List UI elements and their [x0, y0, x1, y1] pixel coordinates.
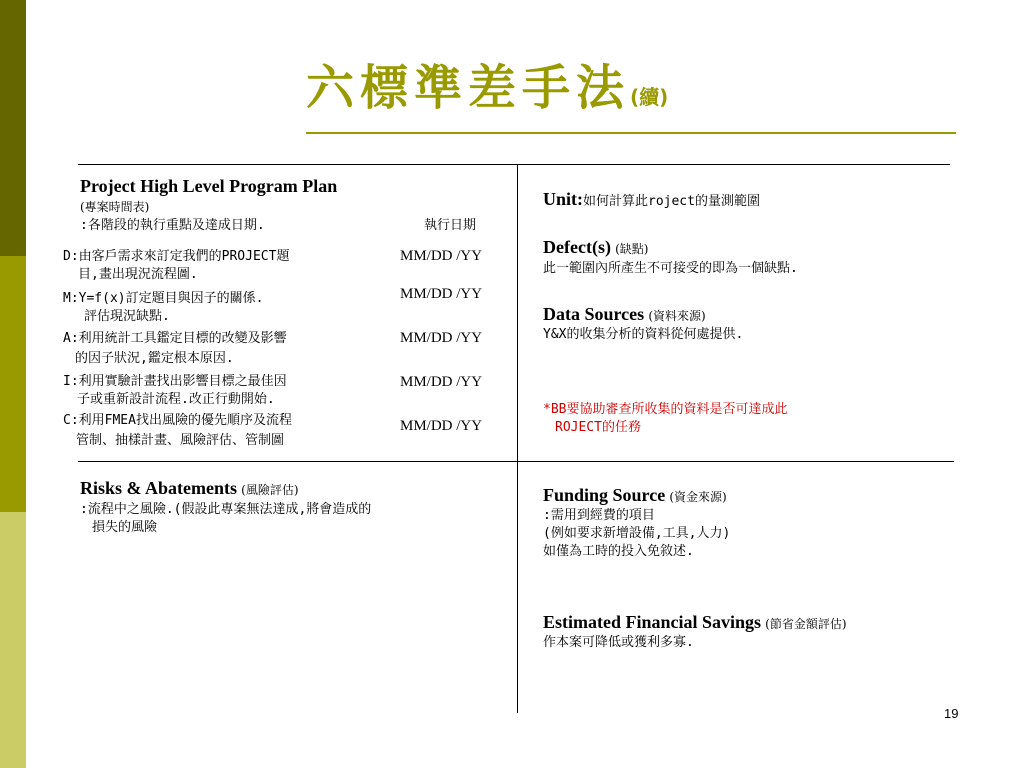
unit-description: 如何計算此roject的量測範圍	[583, 194, 760, 209]
side-bar-olive	[0, 256, 26, 512]
savings-subheading: (節省金額評估)	[765, 617, 847, 631]
phase-m-date: MM/DD /YY	[400, 286, 483, 302]
phase-a-date: MM/DD /YY	[400, 330, 483, 346]
bb-note-line2: ROJECT的任務	[555, 420, 641, 435]
savings-row	[543, 611, 847, 634]
phase-c-line2: 管制、抽樣計畫、風險評估、管制圖	[76, 433, 285, 448]
slide-title: 六標準差手法(續)	[306, 60, 669, 116]
risks-row	[80, 477, 299, 500]
funding-line3: 如僅為工時的投入免敘述.	[543, 544, 694, 559]
phase-m-line1: M:Y=f(x)訂定題目與因子的關係.	[63, 291, 264, 306]
bb-note-line1: *BB要協助審查所收集的資料是否可達成此	[543, 402, 788, 417]
phase-a-line1: A:利用統計工具鑑定目標的改變及影響	[63, 331, 287, 346]
defect-description: 此一範圍內所產生不可接受的即為一個缺點.	[543, 261, 798, 276]
phase-m-line2: 評估現況缺點.	[84, 309, 170, 324]
title-suffix: (續)	[630, 85, 669, 109]
defect-heading: Defect(s)	[543, 237, 611, 257]
page-number: 19	[944, 706, 959, 721]
plan-subheading: (專案時間表)	[80, 200, 150, 214]
phase-c-date: MM/DD /YY	[400, 418, 483, 434]
plan-heading: Project High Level Program Plan	[80, 176, 338, 196]
risks-subheading: (風險評估)	[241, 483, 299, 497]
table-top-rule	[78, 164, 950, 165]
phase-c-line1: C:利用FMEA找出風險的優先順序及流程	[63, 413, 292, 428]
defect-subheading: (缺點)	[615, 242, 649, 256]
phase-i-date: MM/DD /YY	[400, 374, 483, 390]
plan-description: :各階段的執行重點及達成日期.	[80, 218, 265, 233]
sources-heading: Data Sources	[543, 304, 645, 324]
funding-subheading: (資金來源)	[669, 490, 727, 504]
phase-d-line1: D:由客戶需求來訂定我們的PROJECT題	[63, 249, 290, 264]
savings-description: 作本案可降低或獲利多寡.	[543, 635, 694, 650]
table-mid-rule	[78, 461, 954, 462]
savings-heading: Estimated Financial Savings	[543, 612, 762, 632]
phase-d-date: MM/DD /YY	[400, 248, 483, 264]
funding-line1: :需用到經費的項目	[543, 508, 655, 523]
defect-row	[543, 236, 648, 259]
unit-row	[543, 188, 760, 211]
table-divider	[517, 165, 518, 713]
sources-subheading: (資料來源)	[648, 309, 706, 323]
title-underline	[306, 132, 956, 134]
risks-line1: :流程中之風險.(假設此專案無法達成,將會造成的	[80, 502, 372, 517]
funding-row	[543, 484, 727, 507]
side-bar-dark	[0, 0, 26, 256]
phase-a-line2: 的因子狀況,鑑定根本原因.	[75, 351, 234, 366]
sources-row	[543, 303, 706, 326]
side-bar-light	[0, 512, 26, 768]
phase-d-line2: 目,畫出現況流程圖.	[78, 267, 198, 282]
sources-description: Y&X的收集分析的資料從何處提供.	[543, 327, 744, 342]
funding-line2: (例如要求新增設備,工具,人力)	[543, 526, 731, 541]
date-column-header: 執行日期	[424, 218, 477, 233]
phase-i-line1: I:利用實驗計畫找出影響目標之最佳因	[63, 374, 287, 389]
unit-heading: Unit:	[543, 189, 583, 209]
risks-heading: Risks & Abatements	[80, 478, 238, 498]
risks-line2: 損失的風險	[92, 520, 158, 535]
funding-heading: Funding Source	[543, 485, 666, 505]
phase-i-line2: 子或重新設計流程.改正行動開始.	[77, 392, 275, 407]
